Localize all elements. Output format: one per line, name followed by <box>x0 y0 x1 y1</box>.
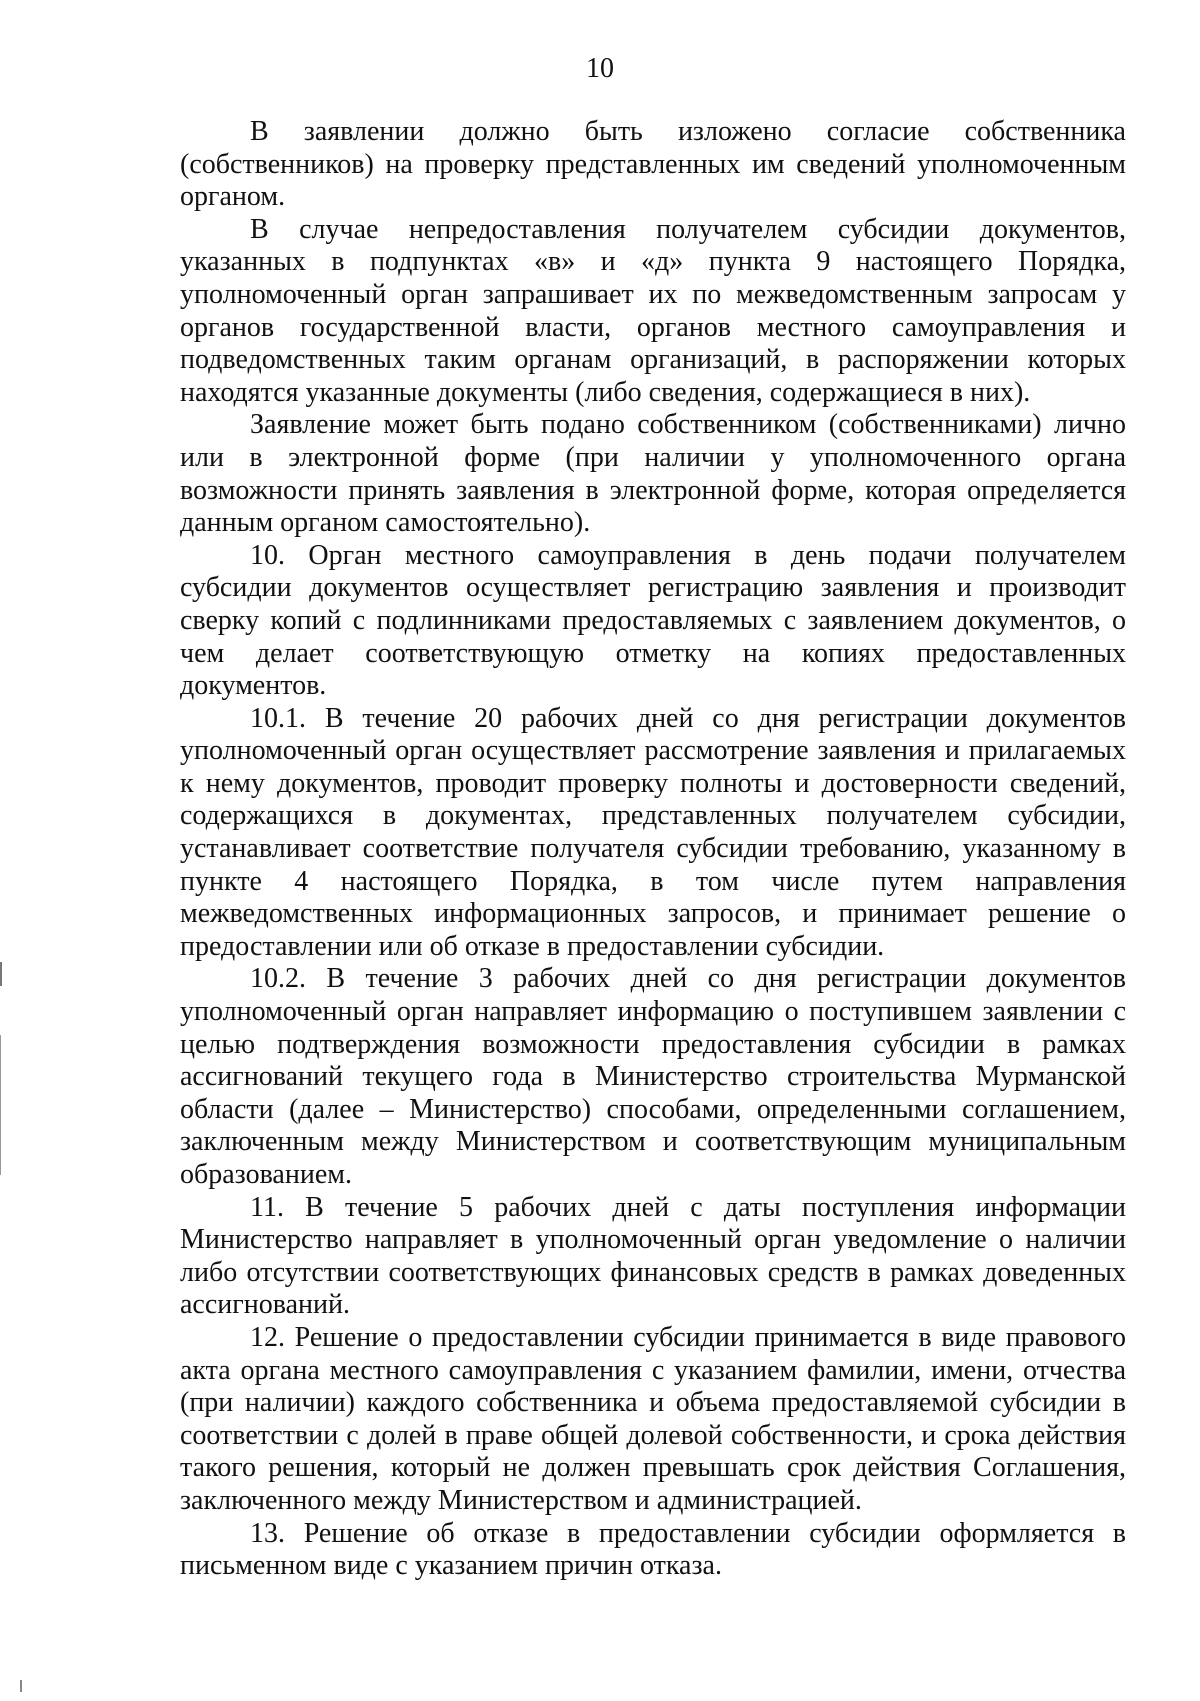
scan-artifact-line <box>20 1680 22 1692</box>
paragraph-clause-10-2: 10.2. В течение 3 рабочих дней со дня регистрации документов уполномоченный орган направляет информацию о поступившем заявлении с целью подтверждения возможности предоставления субсидии в рамках ассигнований текущего года в Министерство строительства Мурманской области (далее – Министерство) способами, определенными соглашением, заключенным между Министерством и соответствующим муниципальным образованием. <box>180 963 1126 1190</box>
paragraph-clause-12: 12. Решение о предоставлении субсидии принимается в виде правового акта органа местного самоуправления с указанием фамилии, имени, отчества (при наличии) каждого собственника и объема предоставляемой субсидии в соответствии с долей в праве общей долевой собственности, и срока действия такого решения, который не должен превышать срок действия Соглашения, заключенного между Министерством и администрацией. <box>180 1321 1126 1516</box>
scan-artifact-line <box>0 1035 1 1175</box>
paragraph-clause-10-1: 10.1. В течение 20 рабочих дней со дня регистрации документов уполномоченный орган осуществляет рассмотрение заявления и прилагаемых к нему документов, проводит проверку полноты и достоверности сведений, содержащихся в документах, представленных получателем субсидии, устанавливает соответствие получателя субсидии требованию, указанному в пункте 4 настоящего Порядка, в том числе путем направления межведомственных информационных запросов, и принимает решение о предоставлении или об отказе в предоставлении субсидии. <box>180 702 1126 962</box>
paragraph-clause-10: 10. Орган местного самоуправления в день подачи получателем субсидии документов осуществляет регистрацию заявления и производит сверку копий с подлинниками предоставляемых с заявлением документов, о чем делает соответствующую отметку на копиях предоставленных документов. <box>180 539 1126 702</box>
scan-artifact-line <box>0 962 2 986</box>
page-number: 10 <box>586 53 614 84</box>
paragraph-interagency-requests: В случае непредоставления получателем субсидии документов, указанных в подпунктах «в» и «д» пункта 9 настоящего Порядка, уполномоченный орган запрашивает их по межведомственным запросам у органов государственной власти, органов местного самоуправления и подведомственных таким органам организаций, в распоряжении которых находятся указанные документы (либо сведения, содержащиеся в них). <box>180 213 1126 408</box>
paragraph-consent: В заявлении должно быть изложено согласие собственника (собственников) на проверку представленных им сведений уполномоченным органом. <box>180 116 1126 213</box>
paragraph-clause-13: 13. Решение об отказе в предоставлении субсидии оформляется в письменном виде с указанием причин отказа. <box>180 1517 1126 1582</box>
paragraph-submission-form: Заявление может быть подано собственником (собственниками) лично или в электронной форме (при наличии у уполномоченного органа возможности принять заявления в электронной форме, которая определяется данным органом самостоятельно). <box>180 409 1126 539</box>
document-body <box>180 116 1126 1583</box>
paragraph-clause-11: 11. В течение 5 рабочих дней с даты поступления информации Министерство направляет в уполномоченный орган уведомление о наличии либо отсутствии соответствующих финансовых средств в рамках доведенных ассигнований. <box>180 1191 1126 1321</box>
